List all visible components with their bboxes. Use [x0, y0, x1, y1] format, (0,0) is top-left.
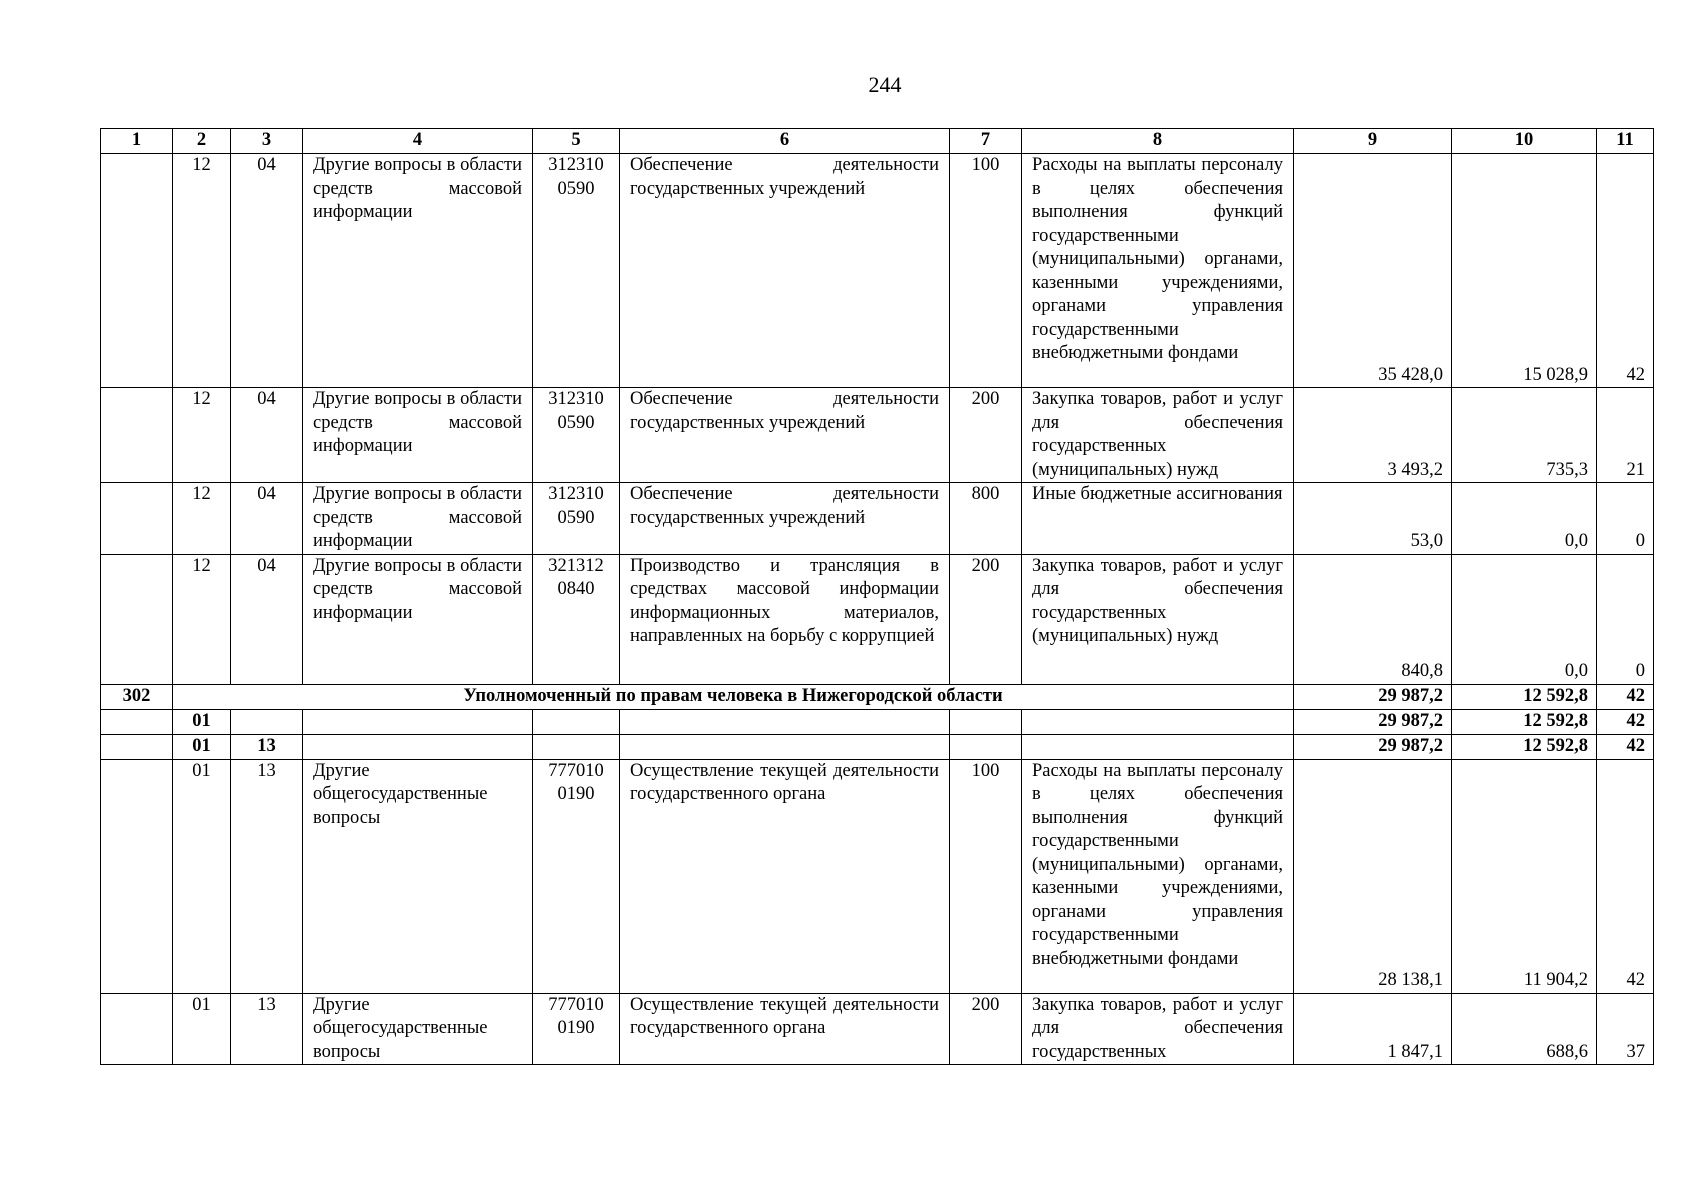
cell-expense-type: [950, 709, 1022, 734]
cell-expense-type: 100: [950, 154, 1022, 388]
cell-expense-type: 800: [950, 483, 1022, 555]
cell-amount-plan: 1 847,1: [1294, 993, 1452, 1065]
cell-expense-type-name: Закупка товаров, работ и услуг для обеспечения государственных (муниципальных) нужд: [1022, 554, 1294, 684]
cell-article-name: [620, 734, 950, 759]
cell-expense-type: 100: [950, 759, 1022, 993]
cell-subsection-name: [303, 709, 533, 734]
column-header: 3: [231, 129, 303, 154]
cell-expense-type: [950, 734, 1022, 759]
column-header: 5: [533, 129, 620, 154]
cell-target-article: [533, 734, 620, 759]
cell-percent: 42: [1597, 709, 1654, 734]
cell-percent: 0: [1597, 483, 1654, 555]
cell-expense-type-name: Иные бюджетные ассигнования: [1022, 483, 1294, 555]
cell-section: 01: [173, 709, 231, 734]
table-row: [101, 993, 1654, 1065]
cell-percent: 37: [1597, 993, 1654, 1065]
cell-article-name: Осуществление текущей деятельности государственного органа: [620, 993, 950, 1065]
table-row: [101, 388, 1654, 483]
cell-amount-executed: 0,0: [1452, 483, 1597, 555]
cell-amount-executed: 735,3: [1452, 388, 1597, 483]
cell-expense-type: 200: [950, 388, 1022, 483]
cell-article-name: Осуществление текущей деятельности государственного органа: [620, 759, 950, 993]
column-header: 6: [620, 129, 950, 154]
cell-expense-type-name: Расходы на выплаты персоналу в целях обеспечения выполнения функций государственными (муниципальными) органами, казенными учреждениями, органами управления государственными внебюджетными фондами: [1022, 154, 1294, 388]
cell-percent: 42: [1597, 759, 1654, 993]
cell-subsection-name: Другие вопросы в области средств массовой информации: [303, 554, 533, 684]
cell-subsection: 13: [231, 734, 303, 759]
cell-subsection: 04: [231, 154, 303, 388]
column-header: 9: [1294, 129, 1452, 154]
cell-agency-code: [101, 993, 173, 1065]
cell-agency-code: [101, 759, 173, 993]
cell-subsection: 04: [231, 388, 303, 483]
column-header: 7: [950, 129, 1022, 154]
cell-target-article: 321312 0840: [533, 554, 620, 684]
cell-expense-type: 200: [950, 554, 1022, 684]
cell-percent: 42: [1597, 684, 1654, 709]
cell-section: 12: [173, 483, 231, 555]
cell-subsection: 04: [231, 554, 303, 684]
cell-subsection-name: Другие общегосударственные вопросы: [303, 759, 533, 993]
cell-article-name: [620, 709, 950, 734]
table-row: [101, 154, 1654, 388]
section-total-row: [101, 709, 1654, 734]
cell-subsection-name: [303, 734, 533, 759]
cell-amount-plan: 3 493,2: [1294, 388, 1452, 483]
cell-agency-code: [101, 483, 173, 555]
cell-target-article: 312310 0590: [533, 388, 620, 483]
cell-agency-code: [101, 154, 173, 388]
cell-amount-executed: 688,6: [1452, 993, 1597, 1065]
cell-amount-executed: 15 028,9: [1452, 154, 1597, 388]
column-header: 11: [1597, 129, 1654, 154]
cell-expense-type-name: Закупка товаров, работ и услуг для обеспечения государственных: [1022, 993, 1294, 1065]
cell-amount-executed: 12 592,8: [1452, 684, 1597, 709]
cell-amount-executed: 0,0: [1452, 554, 1597, 684]
cell-expense-type-name: [1022, 734, 1294, 759]
cell-article-name: Обеспечение деятельности государственных учреждений: [620, 483, 950, 555]
cell-amount-plan: 28 138,1: [1294, 759, 1452, 993]
cell-percent: 42: [1597, 154, 1654, 388]
cell-article-name: Обеспечение деятельности государственных учреждений: [620, 388, 950, 483]
cell-section: 12: [173, 154, 231, 388]
cell-target-article: 777010 0190: [533, 993, 620, 1065]
cell-subsection: 13: [231, 759, 303, 993]
cell-amount-plan: 29 987,2: [1294, 684, 1452, 709]
cell-agency-code: [101, 734, 173, 759]
cell-section: 01: [173, 993, 231, 1065]
cell-agency-code: [101, 388, 173, 483]
cell-percent: 42: [1597, 734, 1654, 759]
cell-agency-code: [101, 554, 173, 684]
cell-subsection: [231, 709, 303, 734]
table-row: [101, 759, 1654, 993]
cell-expense-type-name: Расходы на выплаты персоналу в целях обеспечения выполнения функций государственными (муниципальными) органами, казенными учреждениями, органами управления государственными внебюджетными фондами: [1022, 759, 1294, 993]
cell-subsection-name: Другие вопросы в области средств массовой информации: [303, 388, 533, 483]
budget-table: [100, 128, 1654, 1065]
cell-amount-plan: 53,0: [1294, 483, 1452, 555]
cell-subsection: 04: [231, 483, 303, 555]
column-header: 8: [1022, 129, 1294, 154]
cell-section: 01: [173, 759, 231, 993]
cell-section: 01: [173, 734, 231, 759]
cell-subsection-name: Другие вопросы в области средств массовой информации: [303, 154, 533, 388]
column-header: 4: [303, 129, 533, 154]
cell-percent: 21: [1597, 388, 1654, 483]
cell-expense-type-name: [1022, 709, 1294, 734]
cell-amount-plan: 840,8: [1294, 554, 1452, 684]
cell-amount-plan: 35 428,0: [1294, 154, 1452, 388]
cell-target-article: [533, 709, 620, 734]
column-header: 10: [1452, 129, 1597, 154]
cell-amount-executed: 12 592,8: [1452, 709, 1597, 734]
cell-target-article: 312310 0590: [533, 483, 620, 555]
agency-total-row: [101, 684, 1654, 709]
table-row: [101, 483, 1654, 555]
column-header: 2: [173, 129, 231, 154]
table-row: [101, 554, 1654, 684]
cell-article-name: Производство и трансляция в средствах массовой информации информационных материалов, направленных на борьбу с коррупцией: [620, 554, 950, 684]
page-number: 244: [868, 72, 902, 97]
cell-article-name: Обеспечение деятельности государственных учреждений: [620, 154, 950, 388]
cell-agency-code: [101, 709, 173, 734]
cell-section: 12: [173, 388, 231, 483]
cell-section: 12: [173, 554, 231, 684]
cell-percent: 0: [1597, 554, 1654, 684]
column-number-row: [101, 129, 1654, 154]
cell-expense-type-name: Закупка товаров, работ и услуг для обеспечения государственных (муниципальных) нужд: [1022, 388, 1294, 483]
cell-subsection-name: Другие вопросы в области средств массовой информации: [303, 483, 533, 555]
cell-subsection-name: Другие общегосударственные вопросы: [303, 993, 533, 1065]
cell-target-article: 312310 0590: [533, 154, 620, 388]
subsection-total-row: [101, 734, 1654, 759]
cell-amount-executed: 12 592,8: [1452, 734, 1597, 759]
agency-title: Уполномоченный по правам человека в Нижегородской области: [173, 684, 1294, 709]
cell-amount-plan: 29 987,2: [1294, 734, 1452, 759]
cell-subsection: 13: [231, 993, 303, 1065]
cell-amount-executed: 11 904,2: [1452, 759, 1597, 993]
cell-target-article: 777010 0190: [533, 759, 620, 993]
column-header: 1: [101, 129, 173, 154]
cell-expense-type: 200: [950, 993, 1022, 1065]
cell-agency-code: 302: [101, 684, 173, 709]
cell-amount-plan: 29 987,2: [1294, 709, 1452, 734]
